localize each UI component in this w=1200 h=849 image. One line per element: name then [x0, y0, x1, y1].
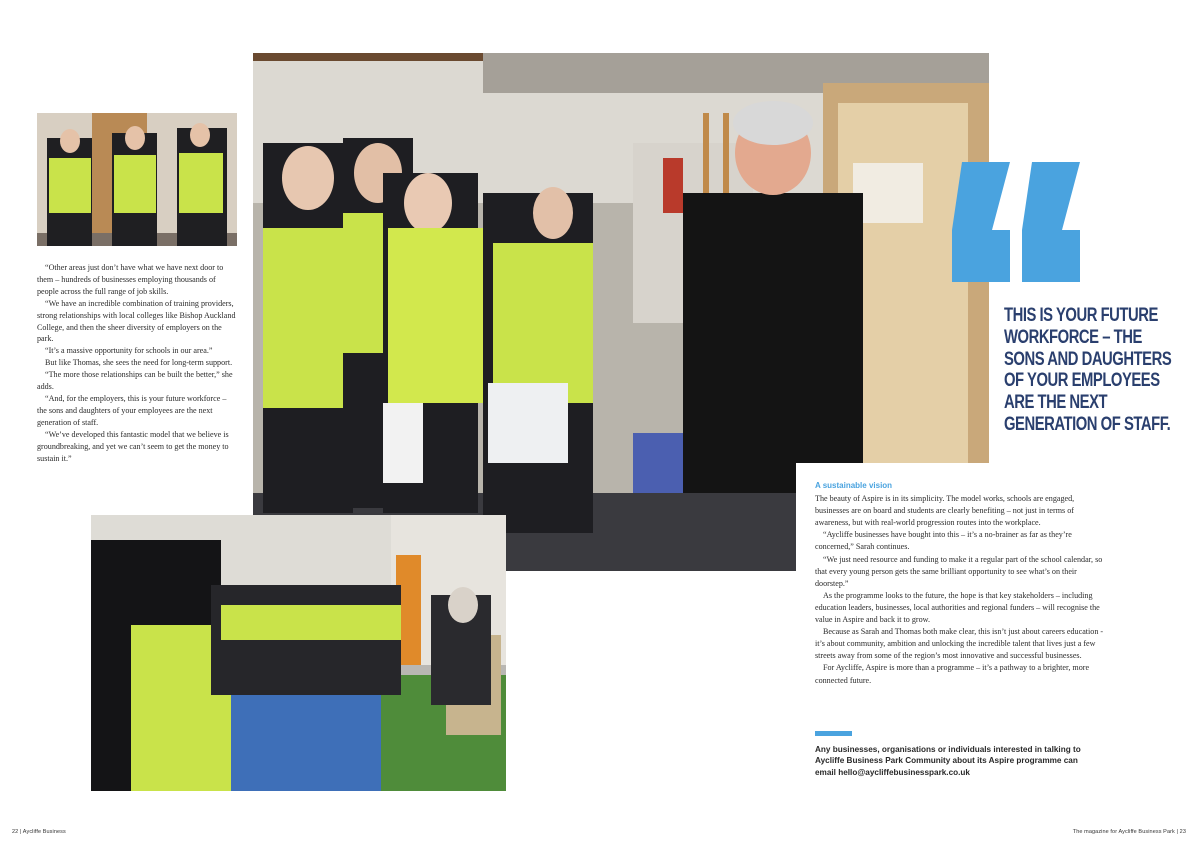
pull-quote — [1004, 305, 1172, 436]
left-paragraph: “And, for the employers, this is your future workforce – the sons and daughters of your employees are the next generation of staff. — [37, 393, 227, 427]
cta-accent-bar — [815, 731, 852, 736]
small-students-photo — [37, 113, 237, 246]
right-paragraph: “We just need resource and funding to make it a regular part of the school calendar, so that every young person gets the same brilliant opportunity to see what’s on their doorstep.” — [815, 554, 1103, 588]
pull-quote-line: OF YOUR EMPLOYEES — [1004, 370, 1160, 392]
open-quote-icon — [952, 162, 1082, 282]
right-paragraph: As the programme looks to the future, the hope is that key stakeholders – including education leaders, businesses, local authorities and regional funders – will recognise the value in Aspire and back it to grow. — [815, 590, 1100, 625]
right-paragraph: Because as Sarah and Thomas both make clear, this isn’t just about careers education - it’s about community, ambition and unlocking the incredible talent that lives just a few streets away from some of the region’s most innovative and successful businesses. — [815, 627, 1104, 661]
left-paragraph: But like Thomas, she sees the need for long-term support. — [45, 358, 233, 368]
contact-callout: Any businesses, organisations or individuals interested in talking to Aycliffe Business Park Community about its Aspire programme can email hello@aycliffebusinesspark.co.uk — [815, 745, 1081, 777]
folio-right: The magazine for Aycliffe Business Park | 23 — [1072, 829, 1186, 835]
left-paragraph: “We’ve developed this fantastic model that we believe is groundbreaking, and yet we can’t seem to get the money to sustain it.” — [37, 429, 229, 463]
pull-quote-line: WORKFORCE – THE — [1004, 326, 1142, 348]
warehouse-group-photo — [91, 515, 506, 791]
left-paragraph: “The more those relationships can be built the better,” she adds. — [37, 370, 233, 392]
pull-quote-line: GENERATION OF STAFF. — [1004, 413, 1171, 435]
section-heading: A sustainable vision — [815, 481, 893, 490]
left-paragraph: “It’s a massive opportunity for schools in our area.” — [45, 346, 213, 356]
pull-quote-line: THIS IS YOUR FUTURE — [1004, 305, 1158, 326]
left-paragraph: “We have an incredible combination of training providers, strong relationships with local colleges like Bishop Auckland College, and then the sheer diversity of employers on the park. — [37, 298, 236, 344]
right-paragraph: “Aycliffe businesses have bought into this – it’s a no-brainer as far as they’re concerned,” Sarah continues. — [815, 530, 1072, 552]
folio-left: 22 | Aycliffe Business — [12, 829, 66, 835]
right-body-text — [815, 480, 1105, 687]
pull-quote-line: ARE THE NEXT — [1004, 392, 1108, 414]
right-paragraph: The beauty of Aspire is in its simplicity. The model works, schools are engaged, businesses are on board and students are clearly benefiting – not just in terms of awareness, but with real-world progression routes into the workplace. — [815, 494, 1075, 528]
pull-quote-line: SONS AND DAUGHTERS — [1004, 348, 1172, 370]
left-body-text — [37, 262, 237, 464]
right-paragraph: For Aycliffe, Aspire is more than a programme – it’s a pathway to a brighter, more connected future. — [815, 663, 1090, 685]
left-paragraph: “Other areas just don’t have what we have next door to them – hundreds of businesses employing thousands of people across the full range of job skills. — [37, 263, 224, 296]
